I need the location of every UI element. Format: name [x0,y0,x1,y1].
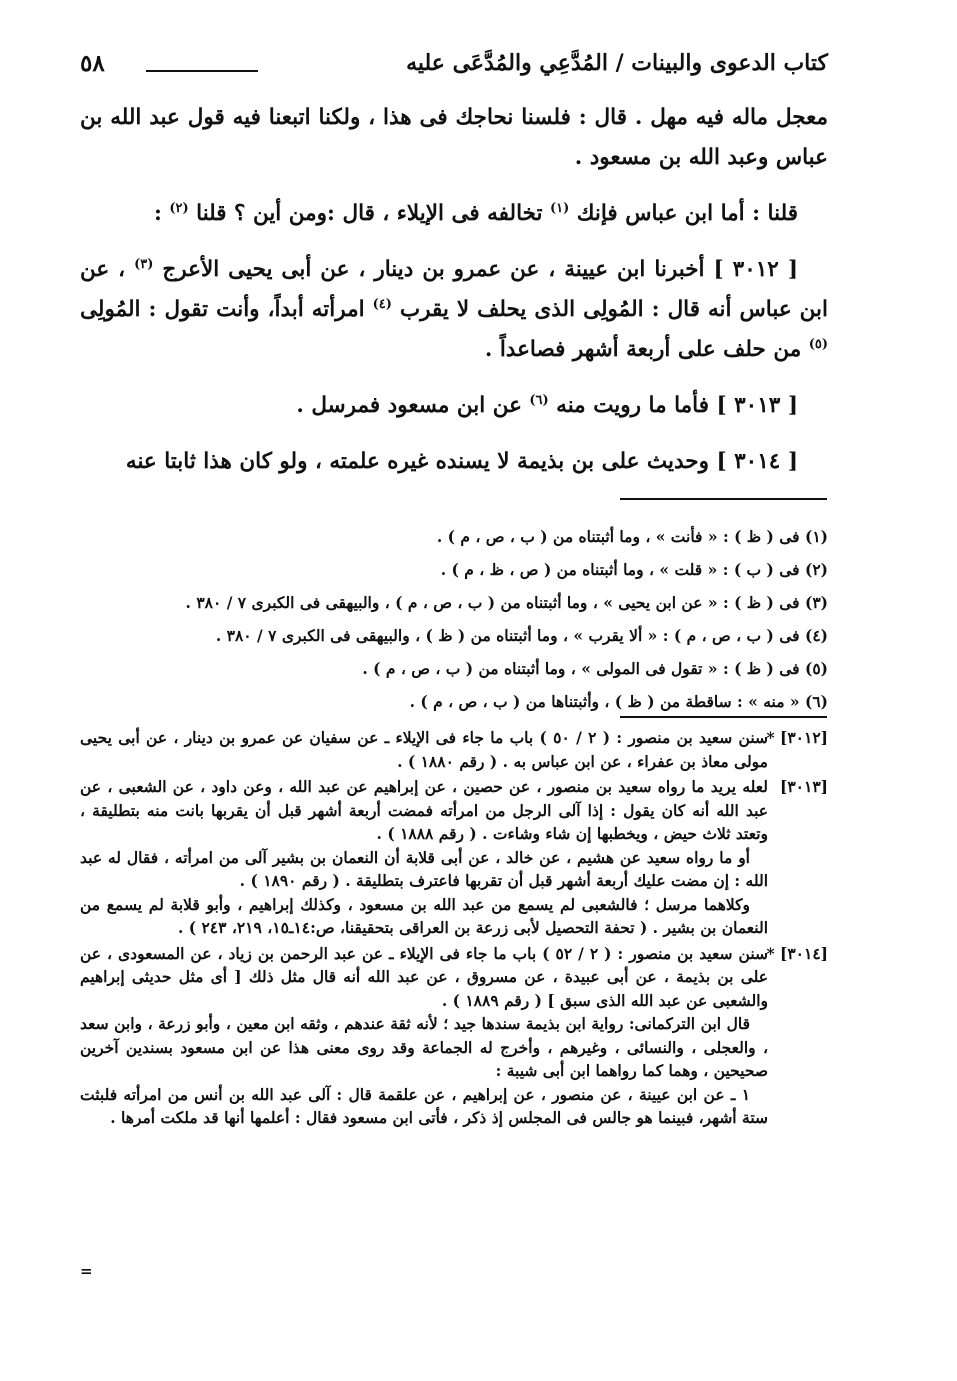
commentary-entry-3013 [80,775,828,940]
footnotes [130,520,828,718]
main-paragraph: قلنا : أما ابن عباس فإنك $^{(١)}$ تخالفه فى الإيلاء ، قال :ومن أين ؟ قلنا $^{(٢)}$ : [153,200,798,226]
footnote-5: (٥) فى ( ظ ) : « تقول فى المولى » ، وما أثبتناه من ( ب ، ص ، م ) . [362,659,828,678]
footnote-marker: (٢) [169,200,189,216]
page-header [80,50,828,90]
footnote-marker: (٤) [372,296,392,312]
entry-text: وكلاهما مرسل ؛ فالشعبى لم يسمع من عبد الله بن مسعود ، وكذلك إبراهيم ، وأبو قلابة لم يسمع من النعمان بن بشير . ( تحفة التحصيل لأبى زرعة بن العراقى بتحقيقنا، ص:١٤ـ١٥، ٢١٩، ٢٤٣ ) . [80,894,768,937]
entry-text: سنن سعيد بن منصور : ( ٢ / ٥٢ ) باب ما جاء فى الإيلاء ـ عن عبد الرحمن بن زياد ، عن المسعودى ، عن على بن بذيمة ، عن أبى عبيدة ، عن مسروق ، عن عبد الله أنه قال مثل ذلك [ أى مثل حديثى إبراهيم والشعبى عن عبد الله الذى سبق ] ( رقم ١٨٨٩ ) . [80,943,768,1010]
page-number: ٥٨ [80,50,105,77]
chapter-title: كتاب الدعوى والبينات / المُدَّعِي والمُدَّعَى عليه [406,50,828,76]
entry-text: لعله يريد ما رواه سعيد بن منصور ، عن حصين ، عن إبراهيم عن عبد الله ، وعن داود ، عن الشعبى ، عن عبد الله أنه كان يقول : إذا آلى الرجل من امرأته فمضت أربعة أشهر قبل أن يقربها بانت منه بتطليقة ، وتعتد ثلاث حيض ، ويخطبها إن شاء وشاءت . ( رقم ١٨٨٨ ) . [80,777,768,843]
entry-number: [٣٠١٢] * [766,728,828,747]
commentary-entry-3014 [80,942,828,1130]
footnote-3: (٣) فى ( ظ ) : « عن ابن يحيى » ، وما أثبتناه من ( ب ، ص ، م ) ، والبيهقى فى الكبرى ٧ / ٣٨٠ . [185,593,828,612]
entry-text: أو ما رواه سعيد عن هشيم ، عن خالد ، عن أبى قلابة أن النعمان بن بشير آلى من امرأته ، فقال له عبد الله : إن مضت عليك أربعة أشهر قبل أن تقربها فاعترف بتطليقة . ( رقم ١٨٩٠ ) . [80,847,768,890]
hadith-3012: [ ٣٠١٢ ] أخبرنا ابن عيينة ، عن عمرو بن دينار ، عن أبى يحيى الأعرج $^{(٣)}$ ، عن ابن عباس أنه قال : المُولِى الذى يحلف لا يقرب $^{(٤)}$ امرأته أبداً، وأنت تقول : المُولِى $^{(٥)}$ من حلف على أربعة أشهر فصاعداً . [80,256,828,362]
main-paragraph: معجل ماله فيه مهل . قال : فلسنا نحاجك فى هذا ، ولكنا اتبعنا فيه قول عبد الله بن عباس وعبد الله بن مسعود . [80,105,828,170]
entry-number: [٣٠١٣] [780,777,828,796]
hadith-3013: [ ٣٠١٣ ] فأما ما رويت منه $^{(٦)}$ عن ابن مسعود فمرسل . [296,392,798,418]
hadith-3014: [ ٣٠١٤ ] وحديث على بن بذيمة لا يسنده غيره علمته ، ولو كان هذا ثابتا عنه [125,449,798,474]
main-text [80,98,828,482]
entry-text: سنن سعيد بن منصور : ( ٢ / ٥٠ ) باب ما جاء فى الإيلاء ـ عن سفيان عن عمرو بن دينار ، عن أبى يحيى مولى معاذ بن عفراء ، عن ابن عباس به . ( رقم ١٨٨٠ ) . [80,728,769,771]
commentary-separator [620,716,827,718]
footnote-marker: (٣) [134,256,154,272]
entry-text: قال ابن التركمانى: رواية ابن بذيمة سندها جيد ؛ لأنه ثقة عندهم ، وثقه ابن معين ، وأبو زرعة ، وابن سعد ، والعجلى ، والنسائى ، وغيرهم ، وأخرج له الجماعة وقد روى معنى هذا عن ابن مسعود بسندين آخرين صحيحين ، وهما كما رواهما ابن أبى شيبة : [80,1014,768,1080]
footnote-2: (٢) فى ( ب ) : « قلت » ، وما أثبتناه من ( ص ، ظ ، م ) . [440,560,828,579]
footnote-marker: (٦) [529,392,549,408]
footnote-marker: (١) [550,200,570,216]
commentary [80,726,828,1132]
footnote-4: (٤) فى ( ب ، ص ، م ) : « ألا يقرب » ، وما أثبتناه من ( ظ ) ، والبيهقى فى الكبرى ٧ / ٣٨٠ . [215,626,828,645]
entry-number: [٣٠١٤] * [766,943,828,963]
footnote-6: (٦) « منه » : ساقطة من ( ظ ) ، وأثبتناها من ( ب ، ص ، م ) . [409,692,828,711]
footnote-1: (١) فى ( ظ ) : « فأنت » ، وما أثبتناه من ( ب ، ص ، م ) . [436,527,828,546]
footnote-marker: (٥) [808,336,828,352]
commentary-entry-3012 [80,726,828,773]
footnote-separator [620,498,827,500]
entry-text: ١ ـ عن ابن عيينة ، عن منصور ، عن إبراهيم ، عن علقمة قال : آلى عبد الله بن أنس من امرأته فلبثت ستة أشهر، فبينما هو جالس فى المجلس إذ ذكر ، فأتى ابن مسعود فقال : أعلمها أنها قد ملكت أمرها . [80,1084,768,1127]
continuation-mark: = [80,1262,93,1280]
header-rule [146,70,258,72]
